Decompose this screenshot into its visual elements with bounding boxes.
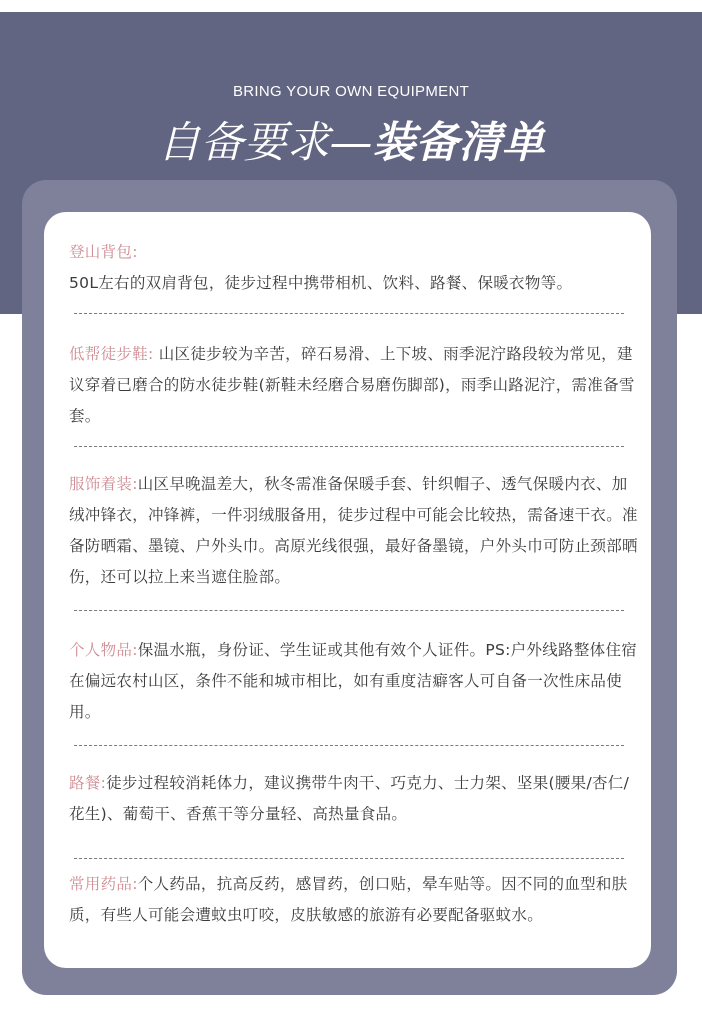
section-label: 常用药品:	[69, 875, 138, 893]
section-trail-food	[69, 768, 639, 830]
section-text: 保温水瓶，身份证、学生证或其他有效个人证件。PS:户外线路整体住宿在偏远农村山区，条件不能和城市相比，如有重度洁癖客人可自备一次性床品使用。	[69, 641, 638, 721]
section-backpack	[69, 237, 639, 299]
section-divider	[74, 313, 624, 314]
section-text: 徒步过程较消耗体力，建议携带牛肉干、巧克力、士力架、坚果(腰果/杏仁/花生)、葡萄干、香蕉干等分量轻、高热量食品。	[69, 774, 630, 823]
section-divider	[74, 858, 624, 859]
header-title	[0, 112, 702, 174]
header-title-light: 自备要求—	[157, 118, 373, 168]
section-label: 个人物品:	[69, 641, 138, 659]
section-text: 50L左右的双肩背包，徒步过程中携带相机、饮料、路餐、保暖衣物等。	[69, 274, 573, 292]
section-divider	[74, 446, 624, 447]
section-text: 山区早晚温差大，秋冬需准备保暖手套、针织帽子、透气保暖内衣、加绒冲锋衣，冲锋裤，一件羽绒服备用，徒步过程中可能会比较热，需备速干衣。准备防晒霜、墨镜、户外头巾。高原光线很强，最好备墨镜，户外头巾可防止颈部晒伤，还可以拉上来当遮住脸部。	[69, 475, 638, 586]
section-divider	[74, 745, 624, 746]
section-label: 低帮徒步鞋:	[69, 345, 154, 363]
section-label: 服饰着装:	[69, 475, 138, 493]
section-label: 路餐:	[69, 774, 107, 792]
section-personal-items	[69, 635, 639, 728]
header-title-bold: 装备清单	[372, 118, 545, 168]
section-shoes	[69, 339, 639, 432]
section-text: 个人药品，抗高反药，感冒药，创口贴，晕车贴等。因不同的血型和肤质，有些人可能会遭蚊虫叮咬，皮肤敏感的旅游有必要配备驱蚊水。	[69, 875, 628, 924]
section-divider	[74, 610, 624, 611]
section-label: 登山背包:	[69, 243, 138, 261]
section-clothing	[69, 469, 639, 593]
section-text: 山区徒步较为辛苦，碎石易滑、上下坡、雨季泥泞路段较为常见，建议穿着已磨合的防水徒步鞋(新鞋未经磨合易磨伤脚部)，雨季山路泥泞，需准备雪套。	[69, 345, 635, 425]
section-medicine	[69, 869, 639, 931]
header-subtitle: BRING YOUR OWN EQUIPMENT	[232, 83, 470, 100]
